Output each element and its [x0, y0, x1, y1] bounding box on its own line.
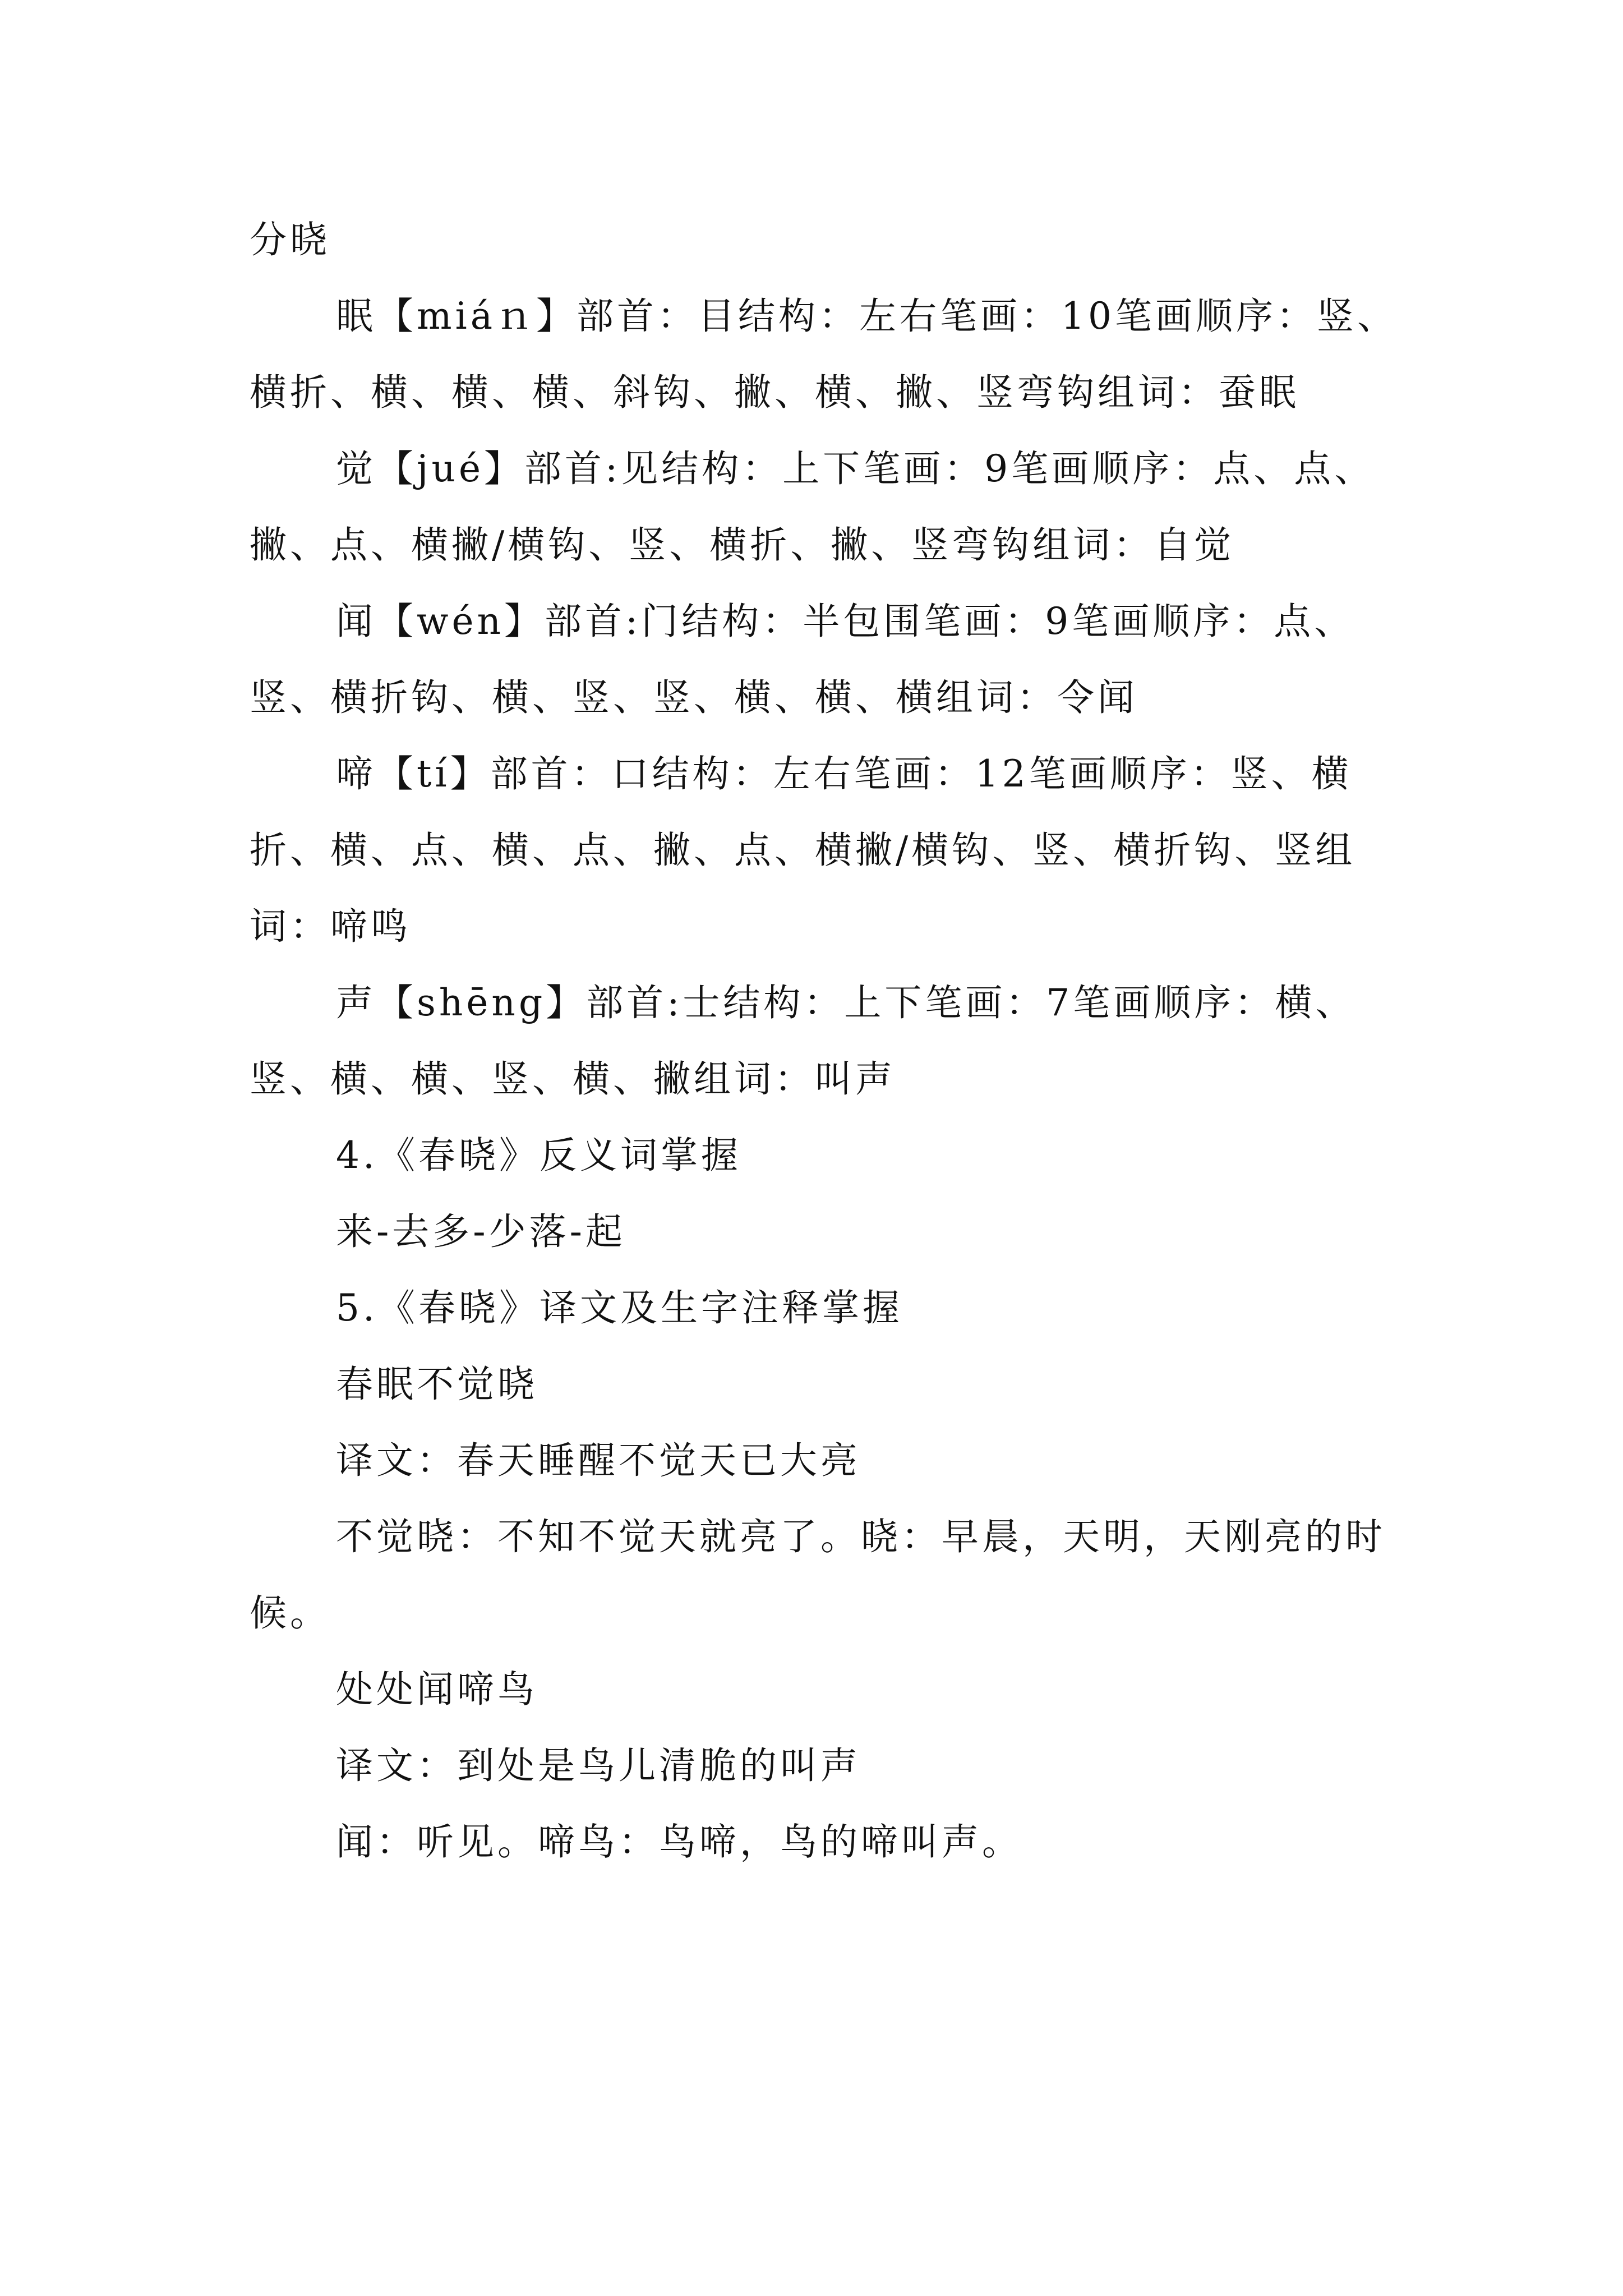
- translation-line-2: 译文：到处是鸟儿清脆的叫声: [336, 1744, 861, 1787]
- paragraph-continuation: 分晓: [250, 218, 330, 261]
- paragraph-char-sheng: 声【shēng】部首:士结构：上下笔画：7笔画顺序：横、竖、横、横、竖、横、撇组词：叫声: [250, 981, 1356, 1101]
- translation-line-1: 译文：春天睡醒不觉天已大亮: [336, 1439, 861, 1482]
- poem-line-2: 处处闻啼鸟: [336, 1668, 538, 1711]
- section-heading-antonyms: 4.《春晓》反义词掌握: [336, 1134, 741, 1177]
- annotation-line-2: 闻：听见。啼鸟：鸟啼，鸟的啼叫声。: [336, 1820, 1022, 1864]
- document-body: [250, 202, 1416, 1880]
- annotation-line-1: 不觉晓：不知不觉天就亮了。晓：早晨，天明，天刚亮的时候。: [250, 1515, 1386, 1635]
- paragraph-antonym-pairs: 来-去多-少落-起: [336, 1210, 626, 1253]
- poem-line-1: 春眠不觉晓: [336, 1363, 538, 1406]
- paragraph-char-wen: 闻【wén】部首:门结构：半包围笔画：9笔画顺序：点、竖、横折钩、横、竖、竖、横、横、横组词：令闻: [250, 600, 1355, 719]
- paragraph-char-ti: 啼【tí】部首：口结构：左右笔画：12笔画顺序：竖、横折、横、点、横、点、撇、点、横撇/横钩、竖、横折钩、竖组词：啼鸣: [250, 752, 1356, 948]
- section-heading-translation: 5.《春晓》译文及生字注释掌握: [336, 1286, 903, 1329]
- paragraph-char-jue: 觉【jué】部首:见结构：上下笔画：9笔画顺序：点、点、撇、点、横撇/横钩、竖、横折、撇、竖弯钩组词：自觉: [250, 447, 1375, 567]
- paragraph-char-mian: 眠【miáｎ】部首：目结构：左右笔画：10笔画顺序：竖、横折、横、横、横、斜钩、撇、横、撇、竖弯钩组词：蚕眠: [250, 295, 1398, 414]
